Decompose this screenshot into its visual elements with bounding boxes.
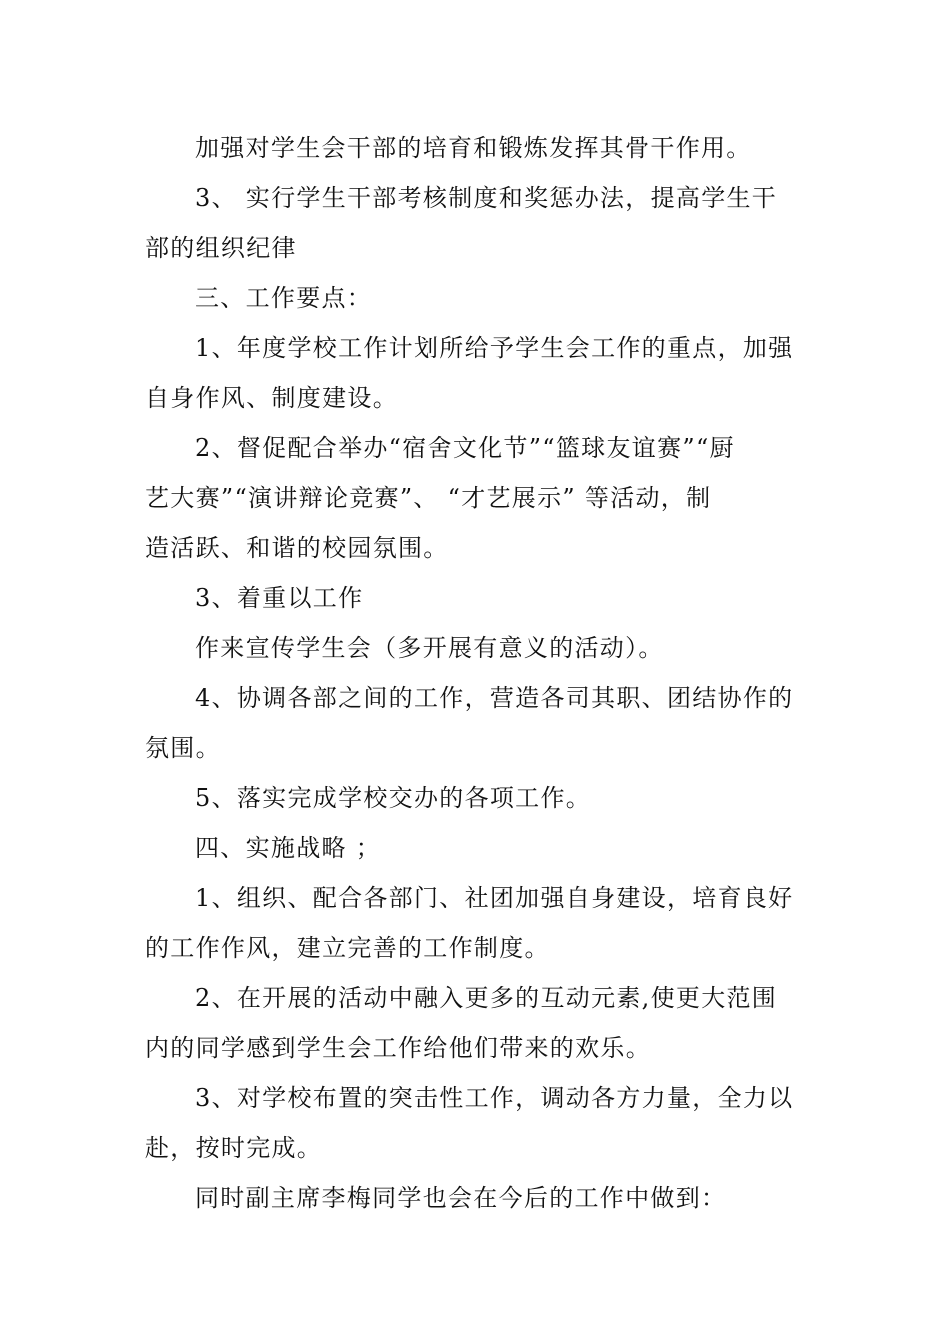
body-text-line: 作来宣传学生会（多开展有意义的活动）。	[195, 634, 664, 662]
body-text-line: 加强对学生会干部的培育和锻炼发挥其骨干作用。	[195, 134, 752, 162]
body-text-line: 1、年度学校工作计划所给予学生会工作的重点，加强	[195, 334, 794, 362]
body-text-line: 同时副主席李梅同学也会在今后的工作中做到：	[195, 1184, 727, 1212]
section-heading: 四、实施战略 ；	[195, 834, 382, 862]
body-text-line: 赴，按时完成。	[145, 1134, 323, 1162]
body-text-line: 4、协调各部之间的工作，营造各司其职、团结协作的	[195, 684, 794, 712]
body-text-line: 5、落实完成学校交办的各项工作。	[195, 784, 592, 812]
body-text-line: 造活跃、和谐的校园氛围。	[145, 534, 449, 562]
body-text-line: 2、在开展的活动中融入更多的互动元素,使更大范围	[195, 984, 778, 1012]
body-text-line: 的工作作风，建立完善的工作制度。	[145, 934, 550, 962]
body-text-line: 部的组织纪律	[145, 234, 297, 262]
body-text-line: 3、对学校布置的突击性工作，调动各方力量，全力以	[195, 1084, 794, 1112]
body-text-line: 2、督促配合举办“宿舍文化节”“篮球友谊赛”“厨	[195, 434, 735, 462]
body-text-line: 内的同学感到学生会工作给他们带来的欢乐。	[145, 1034, 651, 1062]
section-heading: 三、工作要点：	[195, 284, 373, 312]
body-text-line: 3、 实行学生干部考核制度和奖惩办法，提高学生干	[195, 184, 778, 212]
body-text-line: 自身作风、制度建设。	[145, 384, 398, 412]
body-text-line: 氛围。	[145, 734, 221, 762]
body-text-line: 艺大赛”“演讲辩论竞赛”、 “才艺展示” 等活动，制	[145, 484, 712, 512]
body-text-line: 1、组织、配合各部门、社团加强自身建设，培育良好	[195, 884, 794, 912]
body-text-line: 3、着重以工作	[195, 584, 364, 612]
